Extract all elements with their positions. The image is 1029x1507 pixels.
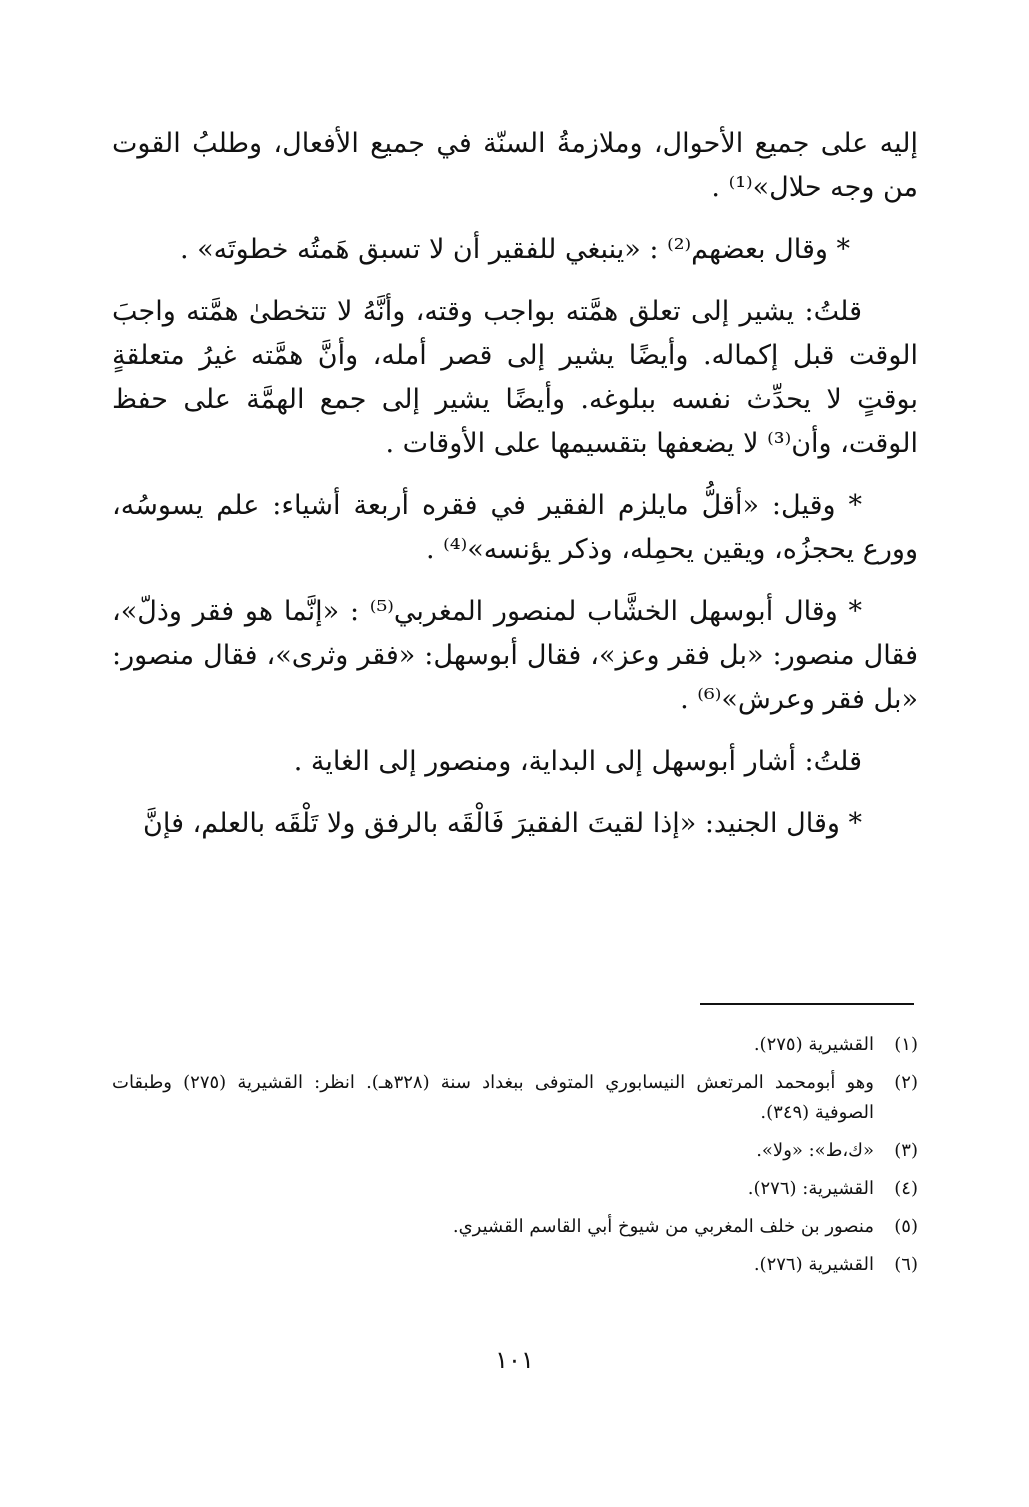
footnote-6 — [112, 1250, 918, 1280]
paragraph-2: * وقال بعضهم⁽²⁾ : «ينبغي للفقير أن لا تسبق هَمتُه خطوتَه» . — [180, 234, 850, 265]
footnote-number: (٤) — [894, 1178, 918, 1199]
paragraph-6: قلتُ: أشار أبوسهل إلى البداية، ومنصور إلى الغاية . — [293, 746, 862, 777]
paragraph-5: * وقال أبوسهل الخشَّاب لمنصور المغربي⁽⁵⁾ : «إنَّما هو فقر وذلّ»، فقال منصور: «بل فقر وعز»، فقال أبوسهل: «فقر وثرى»، فقال منصور: «بل فقر وعرش»⁽⁶⁾ . — [112, 596, 918, 715]
footnote-number: (٦) — [894, 1254, 918, 1275]
footnote-text: القشيرية: (٢٧٦). — [747, 1178, 874, 1199]
main-text — [112, 122, 918, 864]
paragraph-7: * وقال الجنيد: «إذا لقيتَ الفقيرَ فَالْقَه بالرفق ولا تَلْقَه بالعلم، فإنَّ — [143, 808, 862, 839]
footnote-number: (٢) — [894, 1072, 918, 1093]
paragraph-4: * وقيل: «أقلُّ مايلزم الفقير في فقره أربعة أشياء: علم يسوسُه، وورع يحجزُه، ويقين يحمِله، وذكر يؤنسه»⁽⁴⁾ . — [112, 490, 918, 565]
paragraph-3: قلتُ: يشير إلى تعلق همَّته بواجب وقته، وأنَّهُ لا تتخطىٰ همَّته واجبَ الوقت قبل إكماله. وأيضًا يشير إلى قصر أمله، وأنَّ همَّته غيرُ متعلقةٍ بوقتٍ لا يحدِّث نفسه ببلوغه. وأيضًا يشير إلى جمع الهمَّة على حفظ الوقت، وأن⁽³⁾ لا يضعفها بتقسيمها على الأوقات . — [112, 296, 918, 459]
footnotes — [112, 1030, 918, 1288]
footnote-1 — [112, 1030, 918, 1060]
footnote-separator — [700, 1003, 914, 1005]
footnote-number: (٥) — [894, 1216, 918, 1237]
paragraph-1: إليه على جميع الأحوال، وملازمةُ السنّة في جميع الأفعال، وطلبُ القوت من وجه حلال»⁽¹⁾ . — [112, 128, 918, 203]
footnote-3 — [112, 1136, 918, 1166]
footnote-text: «ك،ط»: «ولا». — [756, 1140, 874, 1161]
page-number: ١٠١ — [495, 1346, 534, 1374]
footnote-text: القشيرية (٢٧٦). — [753, 1254, 874, 1275]
footnote-2 — [112, 1068, 918, 1128]
footnote-number: (٣) — [894, 1140, 918, 1161]
footnote-5 — [112, 1212, 918, 1242]
footnote-text: منصور بن خلف المغربي من شيوخ أبي القاسم القشيري. — [452, 1216, 874, 1237]
footnote-number: (١) — [894, 1034, 918, 1055]
footnote-text: القشيرية (٢٧٥). — [753, 1034, 874, 1055]
footnote-text: وهو أبومحمد المرتعش النيسابوري المتوفى ببغداد سنة (٣٢٨هـ). انظر: القشيرية (٢٧٥) وطبقات الصوفية (٣٤٩). — [112, 1072, 874, 1123]
footnote-4 — [112, 1174, 918, 1204]
